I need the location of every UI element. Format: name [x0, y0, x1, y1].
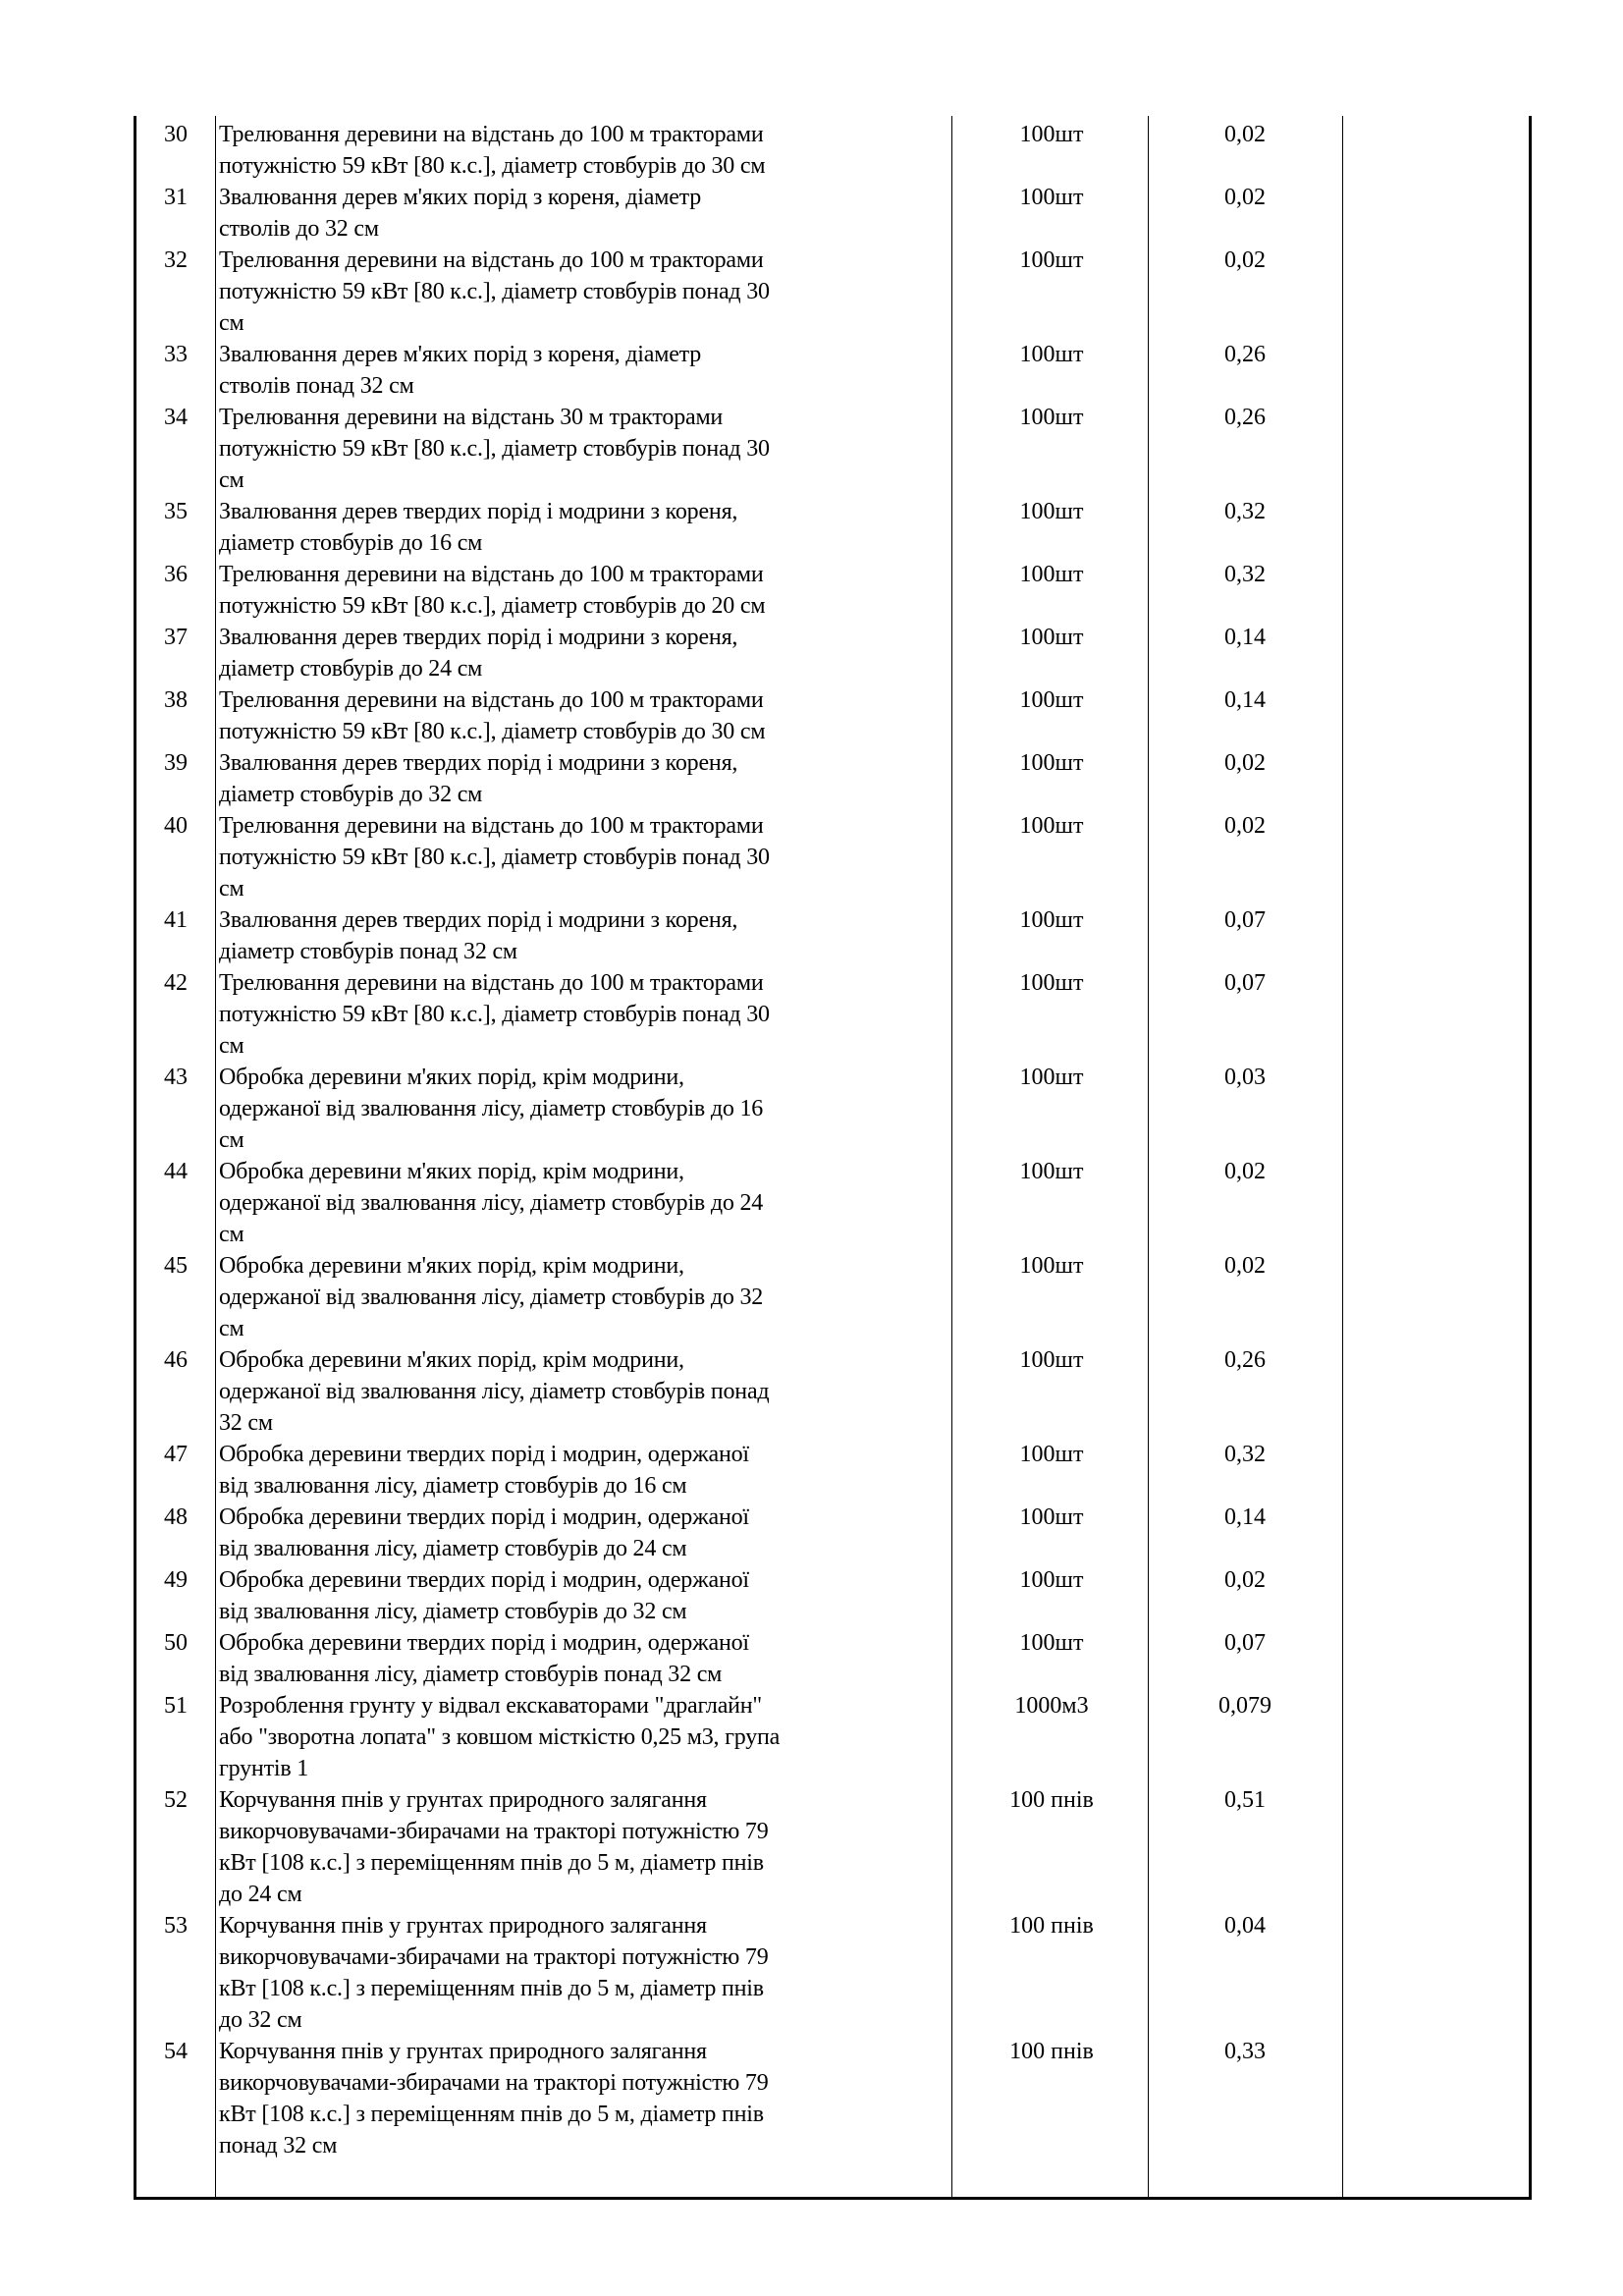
work-description: Звалювання дерев твердих порід і модрини з кореня, діаметр стовбурів до 24 см	[219, 625, 738, 682]
unit-of-measure: 100шт	[1019, 185, 1084, 210]
work-description: Звалювання дерев м'яких порід з кореня, діаметр стволів понад 32 см	[219, 342, 702, 399]
work-description: Обробка деревини м'яких порід, крім модрини, одержаної від звалювання лісу, діаметр стовбурів понад 32 см	[219, 1347, 770, 1436]
quantity: 0,14	[1224, 1504, 1266, 1530]
row-number: 44	[164, 1159, 188, 1184]
table-row	[136, 904, 1529, 967]
unit-of-measure: 100 пнів	[1009, 1913, 1094, 1939]
row-number: 42	[164, 970, 188, 996]
row-number: 30	[164, 122, 188, 147]
table-row	[136, 1156, 1529, 1250]
unit-of-measure: 100шт	[1019, 1253, 1084, 1279]
row-number: 41	[164, 907, 188, 933]
table-row	[136, 119, 1529, 182]
row-number: 48	[164, 1504, 188, 1530]
table-row	[136, 2036, 1529, 2161]
work-description: Трелювання деревини на відстань до 100 м тракторами потужністю 59 кВт [80 к.с.], діаметр стовбурів до 30 см	[219, 122, 766, 179]
work-description: Трелювання деревини на відстань до 100 м тракторами потужністю 59 кВт [80 к.с.], діаметр стовбурів до 30 см	[219, 687, 766, 744]
quantity: 0,32	[1224, 562, 1266, 587]
row-number: 49	[164, 1567, 188, 1593]
work-description: Звалювання дерев твердих порід і модрини з кореня, діаметр стовбурів понад 32 см	[219, 907, 738, 964]
table-row	[136, 339, 1529, 402]
row-number: 35	[164, 499, 188, 524]
row-number: 45	[164, 1253, 188, 1279]
unit-of-measure: 100шт	[1019, 750, 1084, 776]
row-number: 53	[164, 1913, 188, 1939]
unit-of-measure: 100шт	[1019, 1504, 1084, 1530]
unit-of-measure: 100шт	[1019, 562, 1084, 587]
table-row	[136, 182, 1529, 245]
work-description: Трелювання деревини на відстань до 100 м тракторами потужністю 59 кВт [80 к.с.], діаметр стовбурів понад 30 см	[219, 970, 770, 1059]
quantity: 0,02	[1224, 185, 1266, 210]
table-row	[136, 245, 1529, 339]
unit-of-measure: 100шт	[1019, 405, 1084, 430]
work-description: Звалювання дерев твердих порід і модрини з кореня, діаметр стовбурів до 16 см	[219, 499, 738, 556]
table-row	[136, 747, 1529, 810]
work-description: Трелювання деревини на відстань 30 м тракторами потужністю 59 кВт [80 к.с.], діаметр стовбурів понад 30 см	[219, 405, 770, 493]
quantity: 0,26	[1224, 342, 1266, 367]
row-number: 46	[164, 1347, 188, 1373]
unit-of-measure: 100шт	[1019, 625, 1084, 650]
unit-of-measure: 100шт	[1019, 342, 1084, 367]
row-number: 43	[164, 1065, 188, 1090]
quantity: 0,07	[1224, 970, 1266, 996]
work-description: Обробка деревини твердих порід і модрин, одержаної від звалювання лісу, діаметр стовбурів до 32 см	[219, 1567, 749, 1624]
table-row	[136, 1062, 1529, 1156]
row-number: 31	[164, 185, 188, 210]
quantity: 0,02	[1224, 813, 1266, 839]
quantity: 0,07	[1224, 1630, 1266, 1656]
work-description: Трелювання деревини на відстань до 100 м тракторами потужністю 59 кВт [80 к.с.], діаметр стовбурів понад 30 см	[219, 247, 770, 336]
work-description: Обробка деревини м'яких порід, крім модрини, одержаної від звалювання лісу, діаметр стовбурів до 32 см	[219, 1253, 764, 1341]
table-row	[136, 1627, 1529, 1690]
work-description: Обробка деревини твердих порід і модрин, одержаної від звалювання лісу, діаметр стовбурів до 16 см	[219, 1442, 749, 1499]
table-row	[136, 1439, 1529, 1502]
row-number: 40	[164, 813, 188, 839]
unit-of-measure: 100шт	[1019, 1442, 1084, 1467]
quantity: 0,02	[1224, 750, 1266, 776]
quantity: 0,32	[1224, 499, 1266, 524]
unit-of-measure: 100шт	[1019, 970, 1084, 996]
row-number: 38	[164, 687, 188, 713]
row-number: 52	[164, 1787, 188, 1813]
work-description: Корчування пнів у грунтах природного залягання викорчовувачами-збирачами на тракторі потужністю 79 кВт [108 к.с.] з переміщенням пнів до 5 м, діаметр пнів понад 32 см	[219, 2039, 769, 2159]
unit-of-measure: 1000м3	[1014, 1693, 1089, 1719]
quantity: 0,03	[1224, 1065, 1266, 1090]
quantity: 0,14	[1224, 625, 1266, 650]
unit-of-measure: 100 пнів	[1009, 2039, 1094, 2064]
unit-of-measure: 100 пнів	[1009, 1787, 1094, 1813]
unit-of-measure: 100шт	[1019, 1630, 1084, 1656]
table-row	[136, 1564, 1529, 1627]
quantity: 0,02	[1224, 1159, 1266, 1184]
work-description: Звалювання дерев твердих порід і модрини з кореня, діаметр стовбурів до 32 см	[219, 750, 738, 807]
unit-of-measure: 100шт	[1019, 1159, 1084, 1184]
work-description: Обробка деревини м'яких порід, крім модрини, одержаної від звалювання лісу, діаметр стовбурів до 16 см	[219, 1065, 764, 1153]
table-row	[136, 402, 1529, 496]
quantity: 0,04	[1224, 1913, 1266, 1939]
quantity: 0,32	[1224, 1442, 1266, 1467]
quantity: 0,079	[1218, 1693, 1271, 1719]
quantity: 0,02	[1224, 247, 1266, 273]
table-row	[136, 1250, 1529, 1344]
estimate-table	[134, 116, 1532, 2200]
table-row	[136, 810, 1529, 904]
unit-of-measure: 100шт	[1019, 1065, 1084, 1090]
unit-of-measure: 100шт	[1019, 122, 1084, 147]
row-number: 32	[164, 247, 188, 273]
row-number: 34	[164, 405, 188, 430]
row-number: 47	[164, 1442, 188, 1467]
row-number: 36	[164, 562, 188, 587]
quantity: 0,07	[1224, 907, 1266, 933]
quantity: 0,14	[1224, 687, 1266, 713]
unit-of-measure: 100шт	[1019, 907, 1084, 933]
unit-of-measure: 100шт	[1019, 687, 1084, 713]
table-row	[136, 967, 1529, 1062]
table-row	[136, 1784, 1529, 1910]
work-description: Трелювання деревини на відстань до 100 м тракторами потужністю 59 кВт [80 к.с.], діаметр стовбурів понад 30 см	[219, 813, 770, 902]
table-row	[136, 1502, 1529, 1564]
unit-of-measure: 100шт	[1019, 247, 1084, 273]
unit-of-measure: 100шт	[1019, 499, 1084, 524]
quantity: 0,02	[1224, 122, 1266, 147]
table-row	[136, 1910, 1529, 2036]
quantity: 0,02	[1224, 1567, 1266, 1593]
work-description: Трелювання деревини на відстань до 100 м тракторами потужністю 59 кВт [80 к.с.], діаметр стовбурів до 20 см	[219, 562, 766, 619]
row-number: 39	[164, 750, 188, 776]
table-row	[136, 559, 1529, 622]
table-row	[136, 496, 1529, 559]
work-description: Обробка деревини м'яких порід, крім модрини, одержаної від звалювання лісу, діаметр стовбурів до 24 см	[219, 1159, 764, 1247]
table-row	[136, 1690, 1529, 1784]
unit-of-measure: 100шт	[1019, 813, 1084, 839]
table-row	[136, 622, 1529, 684]
quantity: 0,33	[1224, 2039, 1266, 2064]
quantity: 0,26	[1224, 1347, 1266, 1373]
work-description: Звалювання дерев м'яких порід з кореня, діаметр стволів до 32 см	[219, 185, 702, 242]
quantity: 0,26	[1224, 405, 1266, 430]
work-description: Корчування пнів у грунтах природного залягання викорчовувачами-збирачами на тракторі потужністю 79 кВт [108 к.с.] з переміщенням пнів до 5 м, діаметр пнів до 24 см	[219, 1787, 769, 1907]
unit-of-measure: 100шт	[1019, 1567, 1084, 1593]
row-number: 33	[164, 342, 188, 367]
table-row	[136, 684, 1529, 747]
table-row	[136, 1344, 1529, 1439]
work-description: Обробка деревини твердих порід і модрин, одержаної від звалювання лісу, діаметр стовбурів до 24 см	[219, 1504, 749, 1561]
unit-of-measure: 100шт	[1019, 1347, 1084, 1373]
row-number: 54	[164, 2039, 188, 2064]
quantity: 0,51	[1224, 1787, 1266, 1813]
row-number: 51	[164, 1693, 188, 1719]
row-number: 37	[164, 625, 188, 650]
work-description: Корчування пнів у грунтах природного залягання викорчовувачами-збирачами на тракторі потужністю 79 кВт [108 к.с.] з переміщенням пнів до 5 м, діаметр пнів до 32 см	[219, 1913, 769, 2033]
quantity: 0,02	[1224, 1253, 1266, 1279]
work-description: Розроблення грунту у відвал екскаваторами "драглайн" або "зворотна лопата" з ковшом місткістю 0,25 м3, група грунтів 1	[219, 1693, 781, 1781]
work-description: Обробка деревини твердих порід і модрин, одержаної від звалювання лісу, діаметр стовбурів понад 32 см	[219, 1630, 749, 1687]
row-number: 50	[164, 1630, 188, 1656]
